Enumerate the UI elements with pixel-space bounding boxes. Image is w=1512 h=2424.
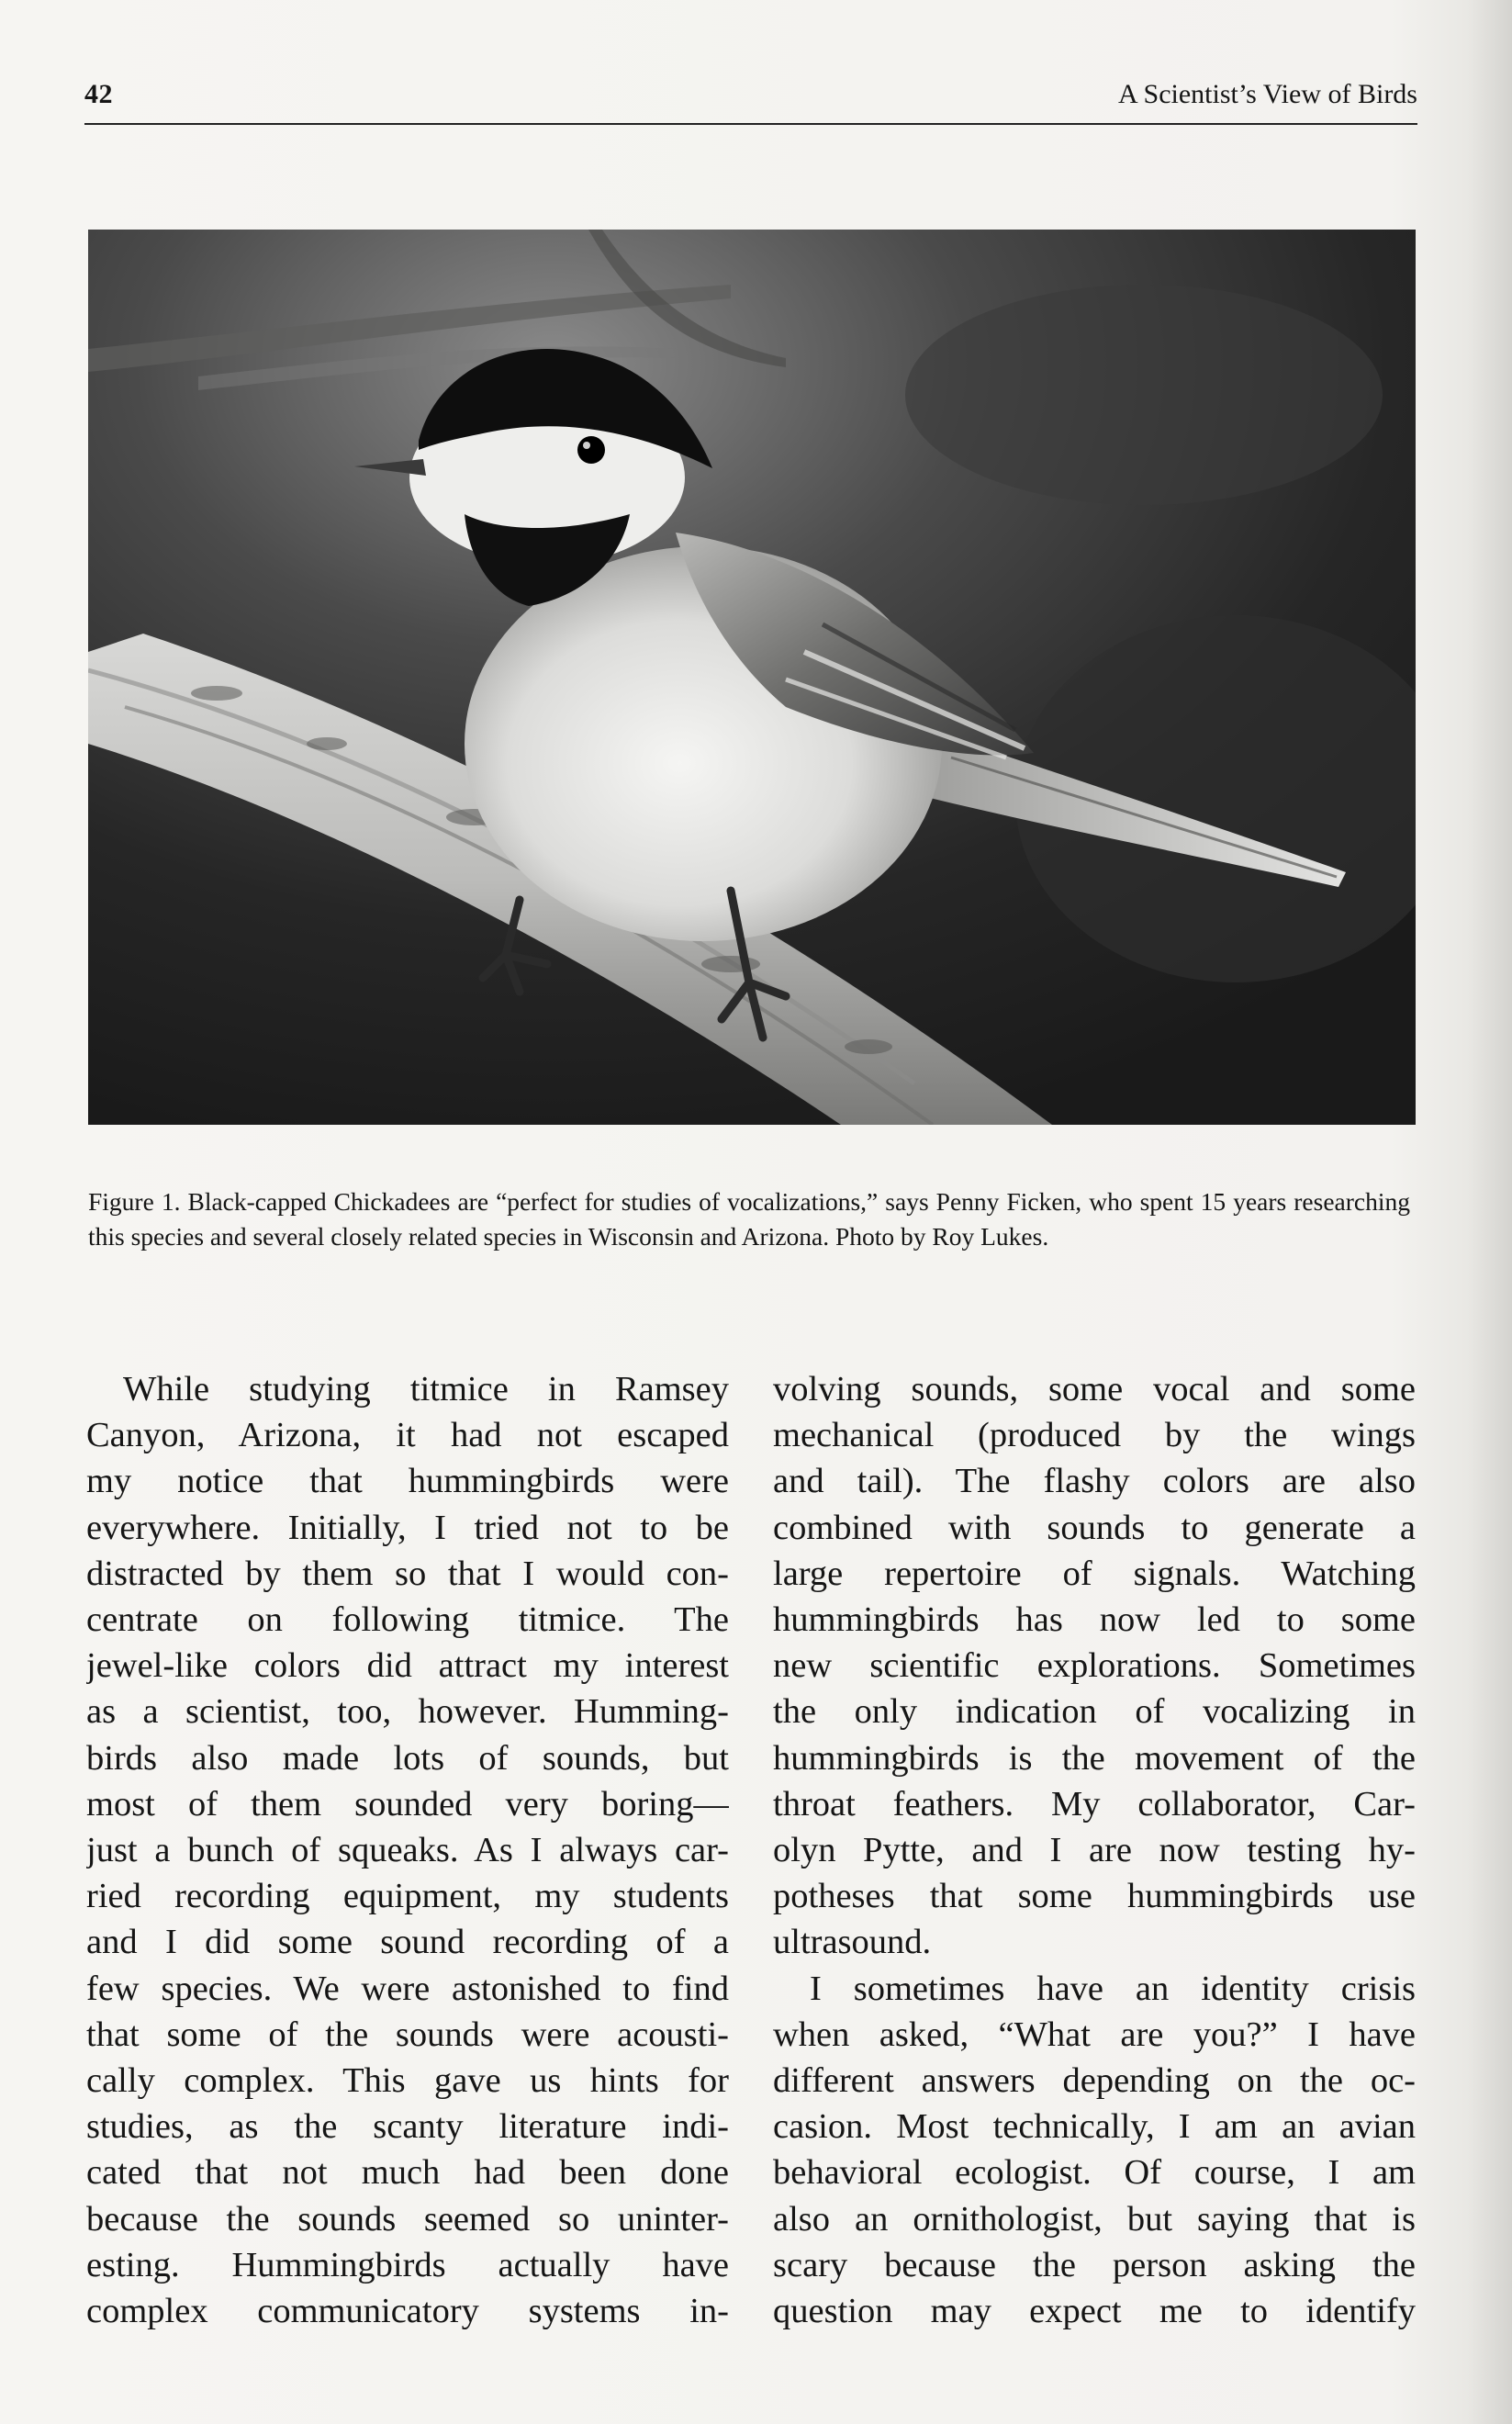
- text-line: centrate on following titmice. The: [86, 1600, 729, 1640]
- text-line: cated that not much had been done: [86, 2153, 729, 2193]
- text-line: as a scientist, too, however. Humming-: [86, 1692, 729, 1732]
- text-line: hummingbirds has now led to some: [773, 1600, 1416, 1640]
- text-line: cally complex. This gave us hints for: [86, 2061, 729, 2101]
- text-line: I sometimes have an identity crisis: [810, 1969, 1416, 2008]
- figure-caption: Figure 1. Black-capped Chickadees are “perfect for studies of vocalizations,” says Penny Ficken, who spent 15 years researching this species and several closely related species in Wisconsin and Arizona. Photo by Roy Lukes.: [88, 1187, 1410, 1251]
- text-line: studies, as the scanty literature indi-: [86, 2107, 729, 2147]
- page-number: 42: [84, 79, 113, 109]
- text-line: potheses that some hummingbirds use: [773, 1877, 1416, 1916]
- text-line: throat feathers. My collaborator, Car-: [773, 1784, 1416, 1824]
- text-line: distracted by them so that I would con-: [86, 1554, 729, 1593]
- text-line: new scientific explorations. Sometimes: [773, 1646, 1416, 1686]
- text-line: different answers depending on the oc-: [773, 2061, 1416, 2101]
- text-line: combined with sounds to generate a: [773, 1508, 1416, 1547]
- text-line: large repertoire of signals. Watching: [773, 1554, 1416, 1593]
- text-line: and I did some sound recording of a: [86, 1923, 729, 1962]
- text-line: While studying titmice in Ramsey: [123, 1370, 729, 1408]
- text-line: that some of the sounds were acousti-: [86, 2014, 729, 2054]
- text-line: the only indication of vocalizing in: [773, 1692, 1416, 1732]
- body-column-left: [86, 1366, 729, 2334]
- text-line: few species. We were astonished to find: [86, 1969, 729, 2008]
- text-line: mechanical (produced by the wings: [773, 1416, 1416, 1455]
- text-line: also an ornithologist, but saying that is: [773, 2199, 1416, 2239]
- chickadee-photo: [88, 230, 1416, 1125]
- text-line: Canyon, Arizona, it had not escaped: [86, 1416, 729, 1455]
- text-line: and tail). The flashy colors are also: [773, 1462, 1416, 1501]
- text-line: ried recording equipment, my students: [86, 1877, 729, 1916]
- text-line: volving sounds, some vocal and some: [773, 1370, 1416, 1408]
- text-line: olyn Pytte, and I are now testing hy-: [773, 1831, 1416, 1870]
- page-header: [84, 79, 1417, 125]
- text-line: everywhere. Initially, I tried not to be: [86, 1508, 729, 1547]
- text-line: question may expect me to identify: [773, 2292, 1416, 2331]
- text-line: birds also made lots of sounds, but: [86, 1738, 729, 1778]
- text-line: my notice that hummingbirds were: [86, 1462, 729, 1501]
- text-line: just a bunch of squeaks. As I always car-: [86, 1831, 729, 1870]
- text-line: esting. Hummingbirds actually have: [86, 2245, 729, 2284]
- running-head: A Scientist’s View of Birds: [1118, 79, 1417, 109]
- text-line: scary because the person asking the: [773, 2245, 1416, 2284]
- text-line: hummingbirds is the movement of the: [773, 1738, 1416, 1778]
- text-line: behavioral ecologist. Of course, I am: [773, 2153, 1416, 2193]
- text-line: jewel-like colors did attract my interest: [86, 1646, 729, 1686]
- text-line: when asked, “What are you?” I have: [773, 2014, 1416, 2054]
- text-line: casion. Most technically, I am an avian: [773, 2107, 1416, 2147]
- text-line: because the sounds seemed so uninter-: [86, 2199, 729, 2239]
- text-line: ultrasound.: [773, 1923, 932, 1962]
- text-line: complex communicatory systems in-: [86, 2292, 729, 2331]
- text-line: most of them sounded very boring—: [86, 1784, 729, 1824]
- body-column-right: [773, 1366, 1416, 2334]
